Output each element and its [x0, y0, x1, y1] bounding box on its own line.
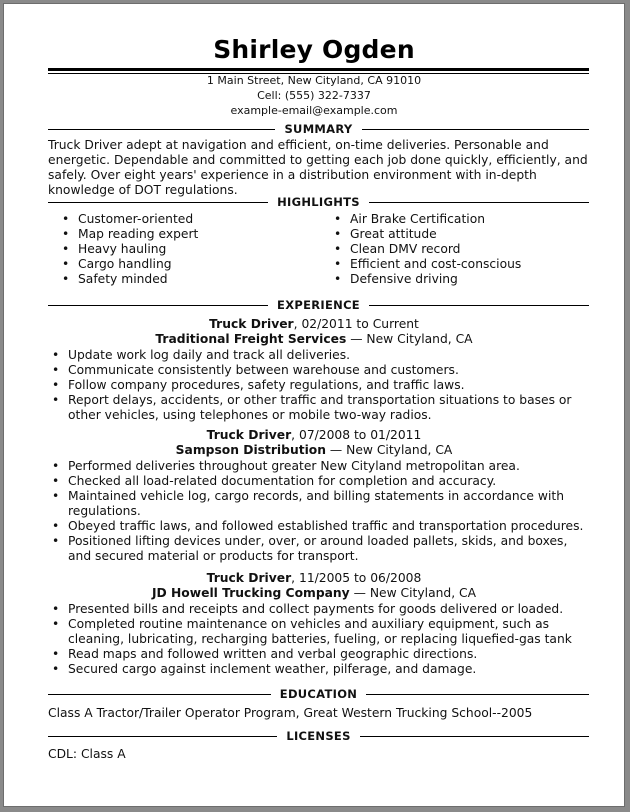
job-heading [4, 428, 624, 443]
candidate-name: Shirley Ogden [213, 35, 415, 64]
section-title: LICENSES [286, 729, 351, 743]
list-item: • Air Brake Certification [330, 212, 521, 227]
divider [366, 694, 589, 695]
divider [48, 736, 277, 737]
list-item: • Positioned lifting devices under, over, or around loaded pallets, skids, and boxes, and secured material or products for transport. [48, 534, 588, 564]
contact-address: 1 Main Street, New Cityland, CA 91010 [206, 74, 422, 87]
list-item: • Safety minded [58, 272, 198, 287]
header-rule-thick [48, 68, 589, 71]
list-item: • Maintained vehicle log, cargo records, and billing statements in accordance with regulations. [48, 489, 588, 519]
job-location: — New Cityland, CA [349, 586, 477, 600]
divider [48, 129, 275, 130]
job-employer [4, 332, 624, 347]
list-item: • Map reading expert [58, 227, 198, 242]
list-item: • Customer-oriented [58, 212, 198, 227]
job-dates: , 07/2008 to 01/2011 [291, 428, 422, 442]
list-item: • Presented bills and receipts and collect payments for goods delivered or loaded. [48, 602, 588, 617]
list-item: • Obeyed traffic laws, and followed established traffic and transportation procedures. [48, 519, 588, 534]
divider [48, 694, 271, 695]
highlights-left-list [58, 212, 198, 287]
contact-cell: Cell: (555) 322-7337 [257, 89, 371, 102]
job-dates: , 02/2011 to Current [293, 317, 419, 331]
section-title: SUMMARY [284, 122, 353, 136]
job-dates: , 11/2005 to 06/2008 [291, 571, 422, 585]
section-highlights-header [48, 195, 589, 209]
job-location: — New Cityland, CA [326, 443, 453, 457]
job-location: — New Cityland, CA [346, 332, 473, 346]
list-item: • Cargo handling [58, 257, 198, 272]
resume-page [3, 3, 625, 807]
job-bullets [48, 459, 588, 564]
list-item: • Checked all load-related documentation for completion and accuracy. [48, 474, 588, 489]
summary-text: Truck Driver adept at navigation and efficient, on-time deliveries. Personable and energetic. Dependable and committed to getting each job done quickly, efficiently, and safely. Over eight years' experience in a distribution environment with in-depth knowledge of DOT regulations. [48, 138, 588, 197]
job-title: Truck Driver [206, 428, 292, 442]
divider [369, 202, 589, 203]
job-bullets [48, 348, 588, 423]
list-item: • Secured cargo against inclement weather, pilferage, and damage. [48, 662, 588, 677]
section-licenses-header [48, 729, 589, 743]
list-item: • Follow company procedures, safety regulations, and traffic laws. [48, 378, 588, 393]
job-employer [4, 443, 624, 458]
divider [369, 305, 589, 306]
contact-email: example-email@example.com [230, 104, 398, 117]
section-title: EXPERIENCE [277, 298, 360, 312]
list-item: • Performed deliveries throughout greater New Cityland metropolitan area. [48, 459, 588, 474]
job-bullets [48, 602, 588, 677]
list-item: • Communicate consistently between warehouse and customers. [48, 363, 588, 378]
job-heading [4, 317, 624, 332]
list-item: • Completed routine maintenance on vehicles and auxiliary equipment, such as cleaning, lubricating, recharging batteries, fueling, or replacing liquefied-gas tank [48, 617, 588, 647]
job-heading [4, 571, 624, 586]
highlights-right-list [330, 212, 521, 287]
list-item: • Clean DMV record [330, 242, 521, 257]
section-summary-header [48, 122, 589, 136]
company-name: JD Howell Trucking Company [151, 586, 350, 600]
job-employer [4, 586, 624, 601]
divider [362, 129, 589, 130]
divider [48, 202, 268, 203]
job-title: Truck Driver [209, 317, 294, 331]
list-item: • Efficient and cost-conscious [330, 257, 521, 272]
licenses-text: CDL: Class A [48, 747, 126, 761]
list-item: • Update work log daily and track all deliveries. [48, 348, 588, 363]
education-text: Class A Tractor/Trailer Operator Program, Great Western Trucking School--2005 [48, 706, 533, 720]
divider [360, 736, 589, 737]
company-name: Traditional Freight Services [155, 332, 347, 346]
section-education-header [48, 687, 589, 701]
job-title: Truck Driver [206, 571, 292, 585]
list-item: • Defensive driving [330, 272, 521, 287]
list-item: • Great attitude [330, 227, 521, 242]
list-item: • Report delays, accidents, or other traffic and transportation situations to bases or other vehicles, using telephones or mobile two-way radios. [48, 393, 588, 423]
list-item: • Heavy hauling [58, 242, 198, 257]
section-experience-header [48, 298, 589, 312]
section-title: EDUCATION [279, 687, 358, 701]
company-name: Sampson Distribution [175, 443, 326, 457]
list-item: • Read maps and followed written and verbal geographic directions. [48, 647, 588, 662]
section-title: HIGHLIGHTS [277, 195, 360, 209]
divider [48, 305, 268, 306]
